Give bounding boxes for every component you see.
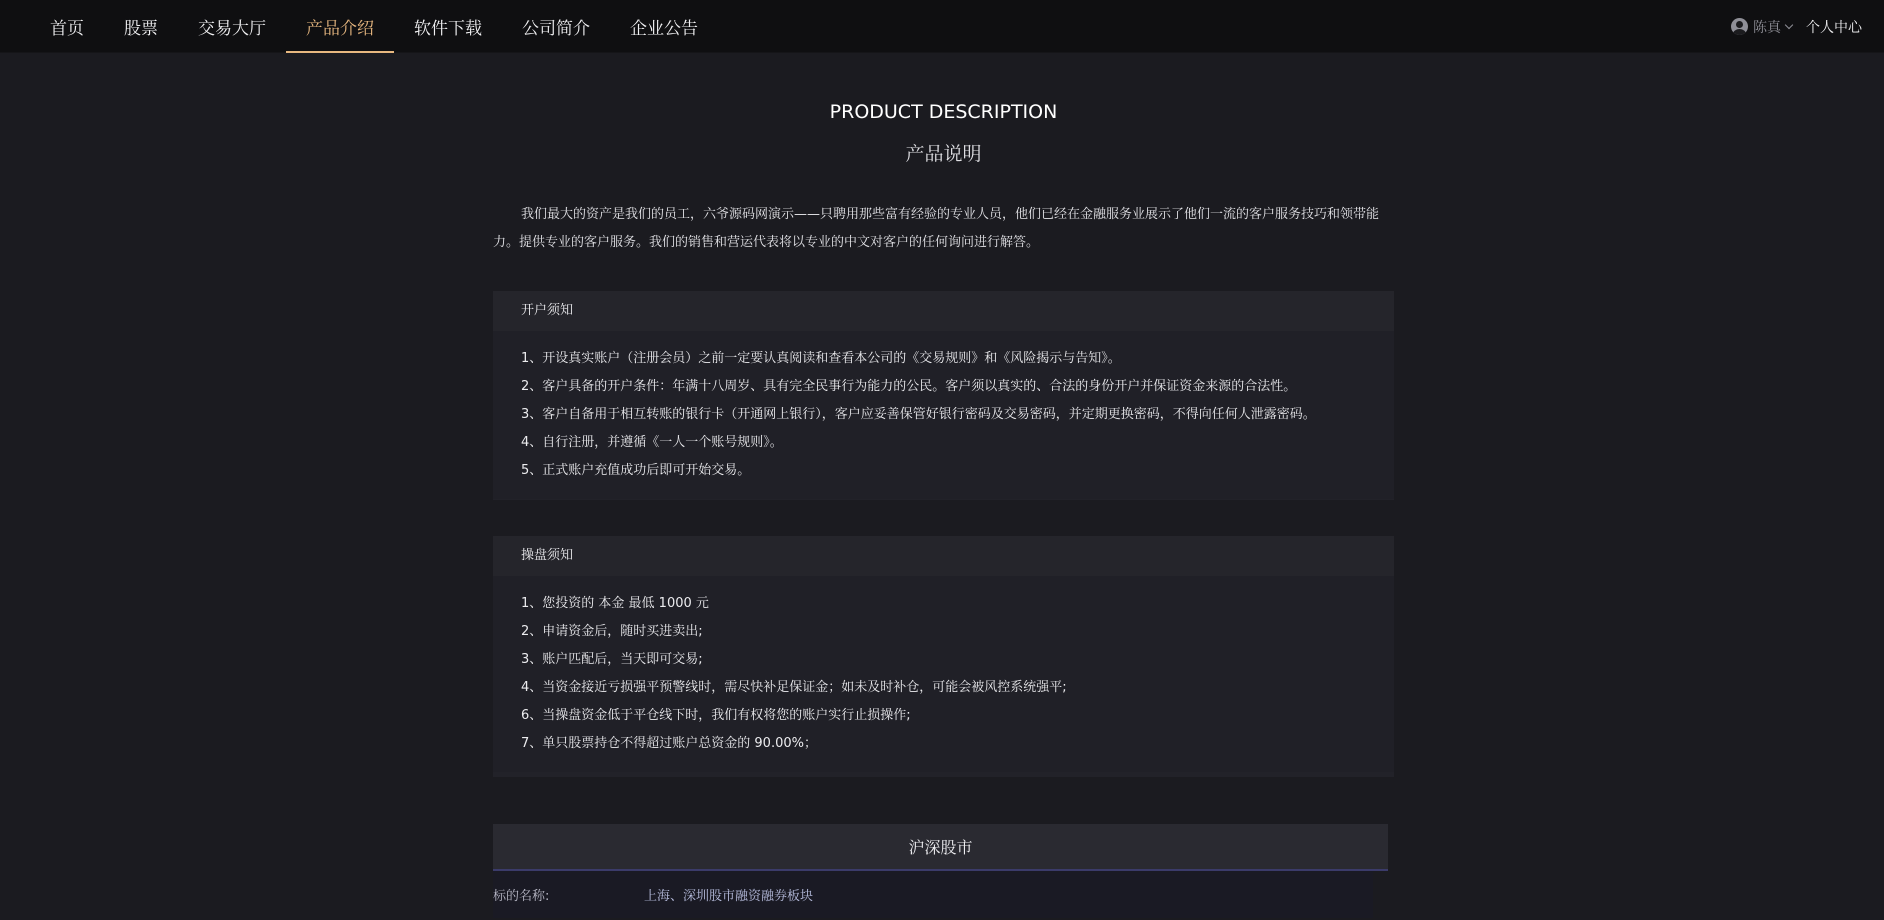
trade-notice-line: 1、您投资的 本金 最低 1000 元 (521, 596, 709, 611)
trade-notice-body (493, 576, 1394, 772)
trade-notice-title: 操盘须知 (493, 536, 1394, 576)
trade-notice-line: 2、申请资金后，随时买进卖出; (521, 624, 703, 639)
account-notice-body (493, 331, 1394, 499)
user-menu-button[interactable] (1731, 17, 1792, 37)
account-notice-title: 开户须知 (493, 291, 1394, 331)
trade-notice-line: 3、账户匹配后，当天即可交易; (521, 652, 703, 667)
page-title-cn: 产品说明 (905, 143, 982, 165)
user-avatar-icon (1731, 18, 1748, 35)
main-nav (30, 0, 718, 53)
market-title: 沪深股市 (493, 824, 1388, 871)
intro-paragraph: 我们最大的资产是我们的员工，六爷源码网演示——只聘用那些富有经验的专业人员，他们已经在金融服务业展示了他们一流的客户服务技巧和领带能力。提供专业的客户服务。我们的销售和营运代表将以专业的中文对客户的任何询问进行解答。 (493, 207, 1380, 250)
account-notice-line: 1、开设真实账户（注册会员）之前一定要认真阅读和查看本公司的《交易规则》和《风险揭示与告知》。 (521, 351, 1121, 366)
user-name: 陈真 (1753, 19, 1781, 36)
market-row (493, 871, 1373, 918)
market-box (493, 824, 1388, 920)
account-notice-line: 3、客户自备用于相互转账的银行卡（开通网上银行），客户应妥善保管好银行密码及交易密码，并定期更换密码，不得向任何人泄露密码。 (521, 407, 1316, 422)
market-row-label: 标的名称: (493, 889, 550, 904)
nav-item-trading-hall[interactable]: 交易大厅 (198, 19, 266, 39)
account-notice-line: 2、客户具备的开户条件：年满十八周岁、具有完全民事行为能力的公民。客户须以真实的、合法的身份开户并保证资金来源的合法性。 (521, 379, 1297, 394)
nav-item-company-profile[interactable]: 公司简介 (522, 19, 590, 39)
nav-item-software-download[interactable]: 软件下载 (414, 19, 482, 39)
top-navbar (0, 0, 1884, 53)
trade-notice-line: 7、单只股票持仓不得超过账户总资金的 90.00%； (521, 736, 817, 751)
trade-notice-panel (493, 536, 1394, 777)
nav-item-stocks[interactable]: 股票 (124, 19, 158, 39)
account-notice-line: 4、自行注册，并遵循《一人一个账号规则》。 (521, 435, 783, 450)
user-area (1731, 0, 1862, 53)
trade-notice-line: 6、当操盘资金低于平仓线下时，我们有权将您的账户实行止损操作; (521, 708, 911, 723)
market-row-value: 上海、深圳股市融资融券板块 (644, 889, 814, 904)
account-notice-panel (493, 291, 1394, 500)
trade-notice-line: 4、当资金接近亏损强平预警线时，需尽快补足保证金；如未及时补仓，可能会被风控系统强平; (521, 680, 1067, 695)
personal-center-link[interactable]: 个人中心 (1806, 19, 1862, 36)
page-title-en: PRODUCT DESCRIPTION (829, 101, 1058, 123)
nav-item-announcements[interactable]: 企业公告 (630, 19, 698, 39)
account-notice-line: 5、正式账户充值成功后即可开始交易。 (521, 463, 751, 478)
nav-item-product-intro[interactable]: 产品介绍 (286, 0, 394, 53)
chevron-down-icon (1785, 20, 1793, 28)
nav-item-home[interactable]: 首页 (50, 19, 84, 39)
